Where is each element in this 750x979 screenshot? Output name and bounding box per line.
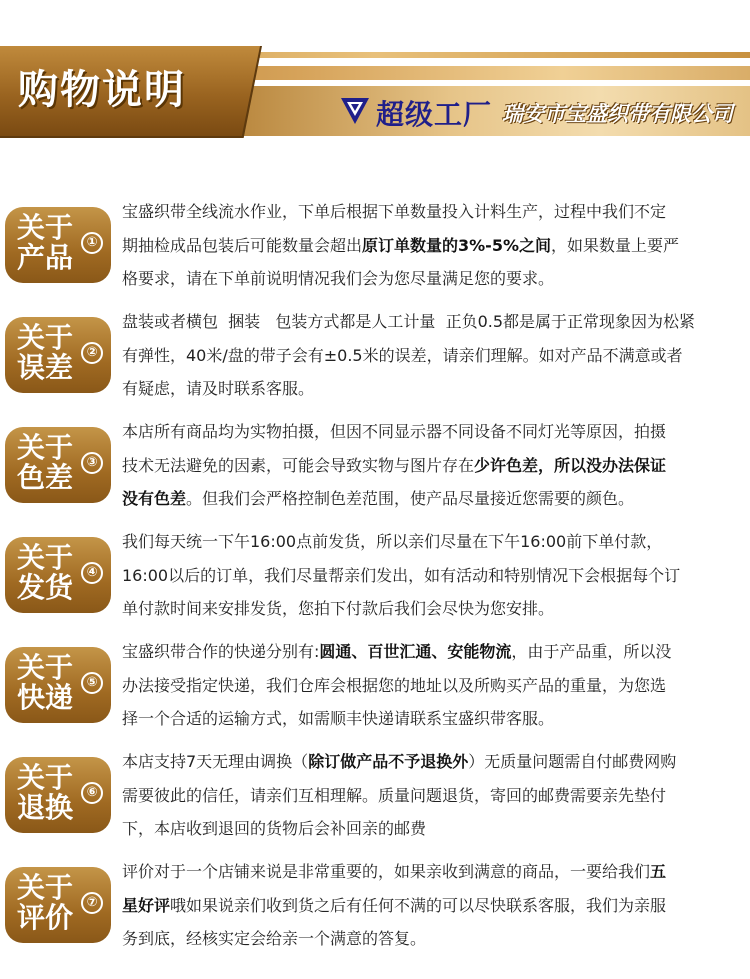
text-line	[122, 592, 742, 626]
text-segment: 本店所有商品均为实物拍摄，但因不同显示器不同设备不同灯光等原因，拍摄	[122, 422, 667, 441]
text-segment: 16:00以后的订单，我们尽量帮亲们发出，如有活动和特别情况下会根据每个订	[122, 565, 681, 585]
text-segment: ）无质量问题需自付邮费网购	[468, 752, 677, 771]
text-segment: 。但我们会严格控制色差范围，使产品尽量接近您需要的颜色。	[186, 489, 635, 508]
section-text	[122, 305, 742, 406]
highlight-text: 少许色差，所以没办法保证	[474, 455, 667, 475]
section-title: 关于退换	[17, 761, 74, 824]
section-number: ①	[81, 232, 103, 254]
highlight-text: 原订单数量的3%-5%之间	[362, 235, 551, 255]
text-line	[122, 415, 742, 449]
text-segment: 我们每天统一下午16:00点前发货，所以亲们尽量在下午16:00前下单付款，	[122, 532, 663, 551]
text-line	[122, 449, 742, 483]
text-segment: ，如果数量上要严	[551, 235, 680, 255]
section-text	[122, 745, 742, 846]
section-title: 关于色差	[17, 431, 74, 494]
section-title: 关于产品	[17, 211, 74, 274]
section-badge	[5, 317, 111, 393]
text-segment: 哦如果说亲们收到货之后有任何不满的可以尽快联系客服，我们为亲服	[170, 895, 667, 915]
text-line	[122, 525, 742, 559]
text-segment: 本店支持7天无理由调换（	[122, 752, 309, 771]
text-segment: 期抽检成品包装后可能数量会超出	[122, 235, 363, 255]
section-title: 关于误差	[17, 321, 74, 384]
text-line	[122, 855, 742, 889]
info-section	[0, 195, 750, 305]
section-number: ③	[81, 452, 103, 474]
highlight-text: 圆通、百世汇通、安能物流	[319, 642, 512, 661]
company-name: 瑞安市宝盛织带有限公司	[502, 102, 733, 126]
info-section	[0, 525, 750, 635]
section-number: ②	[81, 342, 103, 364]
section-number: ⑦	[81, 892, 103, 914]
section-title: 关于发货	[17, 541, 74, 604]
text-line	[122, 745, 742, 779]
info-section	[0, 415, 750, 525]
text-line	[122, 195, 742, 229]
text-segment: 宝盛织带全线流水作业，下单后根据下单数量投入计料生产，过程中我们不定	[122, 202, 667, 221]
section-badge	[5, 207, 111, 283]
text-segment: 有弹性，40米/盘的带子会有±0.5米的误差，请亲们理解。如对产品不满意或者	[122, 345, 683, 365]
text-segment: 盘装或者横包 捆装 包装方式都是人工计量 正负0.5都是属于正常现象因为松紧	[122, 312, 696, 331]
brand-slogan: 超级工厂	[376, 98, 493, 131]
text-segment: 评价对于一个店铺来说是非常重要的，如果亲收到满意的商品，一要给我们	[122, 862, 651, 881]
section-text	[122, 415, 742, 516]
text-line	[122, 305, 742, 339]
text-line	[122, 889, 742, 923]
text-line	[122, 635, 742, 669]
text-segment: 办法接受指定快递，我们仓库会根据您的地址以及所购买产品的重量，为您选	[122, 675, 667, 695]
text-segment: ，由于产品重，所以没	[511, 642, 672, 661]
text-segment: 下，本店收到退回的货物后会补回亲的邮费	[122, 819, 427, 838]
text-segment: 需要彼此的信任，请亲们互相理解。质量问题退货，寄回的邮费需要亲先垫付	[122, 785, 667, 805]
text-segment: 宝盛织带合作的快递分别有:	[122, 642, 320, 661]
text-segment: 有疑虑，请及时联系客服。	[122, 379, 315, 398]
text-segment: 格要求，请在下单前说明情况我们会为您尽量满足您的要求。	[122, 269, 555, 288]
text-line	[122, 812, 742, 846]
info-section	[0, 745, 750, 855]
text-segment: 单付款时间来安排发货，您拍下付款后我们会尽快为您安排。	[122, 599, 555, 618]
text-segment: 务到底，经核实定会给亲一个满意的答复。	[122, 929, 427, 948]
highlight-text: 没有色差	[122, 489, 187, 508]
section-badge	[5, 427, 111, 503]
section-badge	[5, 537, 111, 613]
section-badge	[5, 647, 111, 723]
text-line	[122, 559, 742, 593]
section-number: ④	[81, 562, 103, 584]
info-section	[0, 855, 750, 965]
section-text	[122, 855, 742, 956]
text-line	[122, 339, 742, 373]
text-line	[122, 482, 742, 516]
diamond-logo-icon	[338, 96, 372, 126]
text-line	[122, 922, 742, 956]
section-text	[122, 195, 742, 296]
highlight-text: 星好评	[122, 895, 171, 915]
text-line	[122, 262, 742, 296]
text-line	[122, 779, 742, 813]
page-title: 购物说明	[18, 67, 186, 113]
section-badge	[5, 757, 111, 833]
text-line	[122, 702, 742, 736]
section-number: ⑤	[81, 672, 103, 694]
section-title: 关于评价	[17, 871, 74, 934]
section-badge	[5, 867, 111, 943]
info-section	[0, 305, 750, 415]
header-banner	[0, 0, 750, 160]
highlight-text: 五	[650, 862, 667, 881]
text-segment: 择一个合适的运输方式，如需顺丰快递请联系宝盛织带客服。	[122, 709, 555, 728]
highlight-text: 除订做产品不予退换外	[308, 752, 469, 771]
text-line	[122, 372, 742, 406]
section-title: 关于快递	[17, 651, 74, 714]
text-segment: 技术无法避免的因素，可能会导致实物与图片存在	[122, 455, 475, 475]
text-line	[122, 229, 742, 263]
section-text	[122, 635, 742, 736]
text-line	[122, 669, 742, 703]
info-section	[0, 635, 750, 745]
section-text	[122, 525, 742, 626]
section-number: ⑥	[81, 782, 103, 804]
